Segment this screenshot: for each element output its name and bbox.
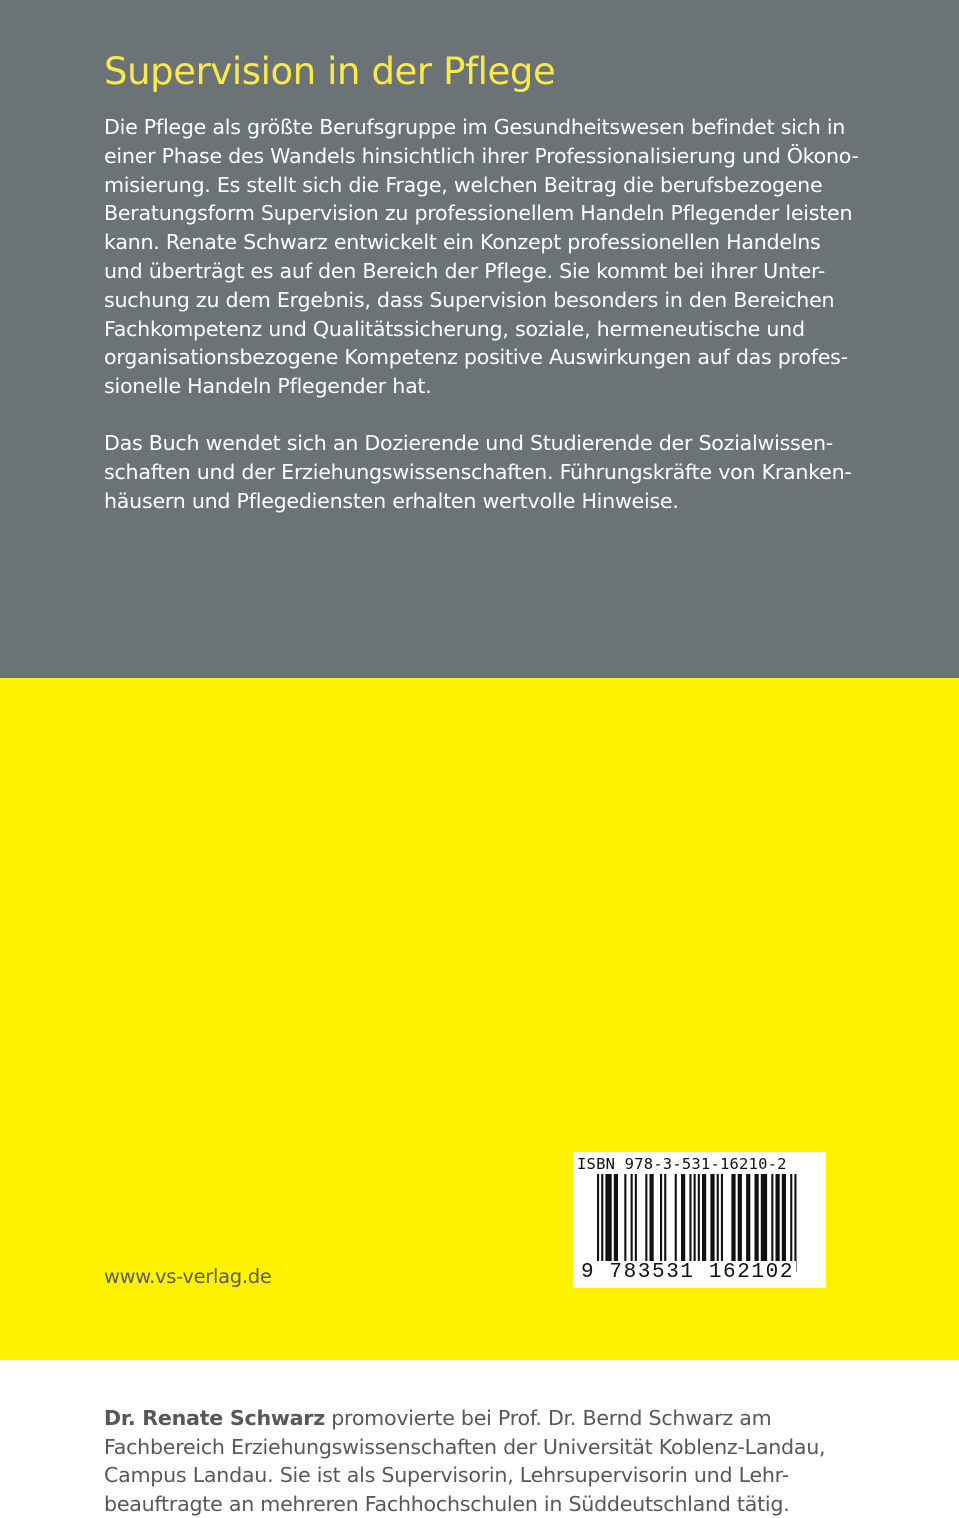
barcode-bar bbox=[755, 1174, 759, 1262]
barcode-bar bbox=[710, 1174, 714, 1262]
text-line bbox=[104, 1404, 825, 1433]
barcode-bar bbox=[597, 1174, 599, 1272]
barcode-bar bbox=[635, 1174, 637, 1262]
barcode-bar bbox=[631, 1174, 633, 1262]
text-line: häusern und Pflegediensten erhalten wertvolle Hinweise. bbox=[104, 488, 679, 513]
barcode-bar bbox=[782, 1174, 786, 1262]
text-line: Fachbereich Erziehungswissenschaften der Universität Koblenz-Landau, bbox=[104, 1434, 826, 1459]
text-line: organisationsbezogene Kompetenz positive Auswirkungen auf das profes- bbox=[104, 345, 848, 370]
author-name: Dr. Renate Schwarz bbox=[104, 1406, 325, 1430]
barcode-bar bbox=[614, 1174, 618, 1262]
barcode-bar bbox=[738, 1174, 742, 1262]
barcode-bar bbox=[601, 1174, 603, 1272]
barcode-bar bbox=[689, 1174, 691, 1262]
text-line: Beratungsform Supervision zu professionellem Handeln Pflegender leisten bbox=[104, 201, 853, 226]
text-line: beauftragte an mehreren Fachhochschulen in Süddeutschland tätig. bbox=[104, 1491, 790, 1516]
book-title: Supervision in der Pflege bbox=[104, 50, 556, 93]
bio-first-line-text: promovierte bei Prof. Dr. Bernd Schwarz am bbox=[324, 1406, 772, 1430]
barcode-bar bbox=[650, 1174, 654, 1262]
text-line: sionelle Handeln Pflegender hat. bbox=[104, 374, 432, 399]
text-line: suchung zu dem Ergebnis, dass Supervision besonders in den Bereichen bbox=[104, 287, 835, 312]
text-line: kann. Renate Schwarz entwickelt ein Konzept professionellen Handelns bbox=[104, 230, 821, 255]
barcode-bar bbox=[794, 1174, 796, 1272]
barcode-bar bbox=[645, 1174, 647, 1262]
barcode-bar bbox=[731, 1174, 735, 1262]
barcode-digits: 9 783531 162102 bbox=[581, 1261, 795, 1284]
publisher-website: www.vs-verlag.de bbox=[104, 1265, 272, 1288]
barcode-bar bbox=[698, 1174, 700, 1272]
description-paragraph-1 bbox=[104, 113, 859, 401]
barcode-bar bbox=[721, 1174, 723, 1262]
barcode-bar bbox=[761, 1174, 767, 1262]
barcode-bar bbox=[664, 1174, 666, 1262]
barcode-bar bbox=[681, 1174, 685, 1262]
description-section bbox=[0, 0, 959, 678]
barcode-bar bbox=[702, 1174, 706, 1262]
text-line: Fachkompetenz und Qualitätssicherung, soziale, hermeneutische und bbox=[104, 316, 805, 341]
author-bio bbox=[104, 1404, 825, 1518]
isbn-label: ISBN 978-3-531-16210-2 bbox=[577, 1155, 787, 1173]
text-line: Das Buch wendet sich an Dozierende und Studierende der Sozialwissen- bbox=[104, 431, 833, 455]
barcode-bar bbox=[771, 1174, 773, 1262]
text-line: einer Phase des Wandels hinsichtlich ihrer Professionalisierung und Ökono- bbox=[104, 143, 859, 168]
barcode-bar bbox=[605, 1174, 611, 1262]
text-line: und überträgt es auf den Bereich der Pflege. Sie kommt bei ihrer Unter- bbox=[104, 258, 826, 283]
barcode-bar bbox=[660, 1174, 662, 1262]
barcode-bar bbox=[694, 1174, 696, 1272]
barcode-bar bbox=[675, 1174, 677, 1262]
barcode-bar bbox=[776, 1174, 780, 1262]
text-line: schaften und der Erziehungswissenschaften. Führungskräfte von Kranken- bbox=[104, 459, 852, 484]
barcode-bar bbox=[746, 1174, 750, 1262]
barcode-bar bbox=[790, 1174, 792, 1272]
description-paragraph-2 bbox=[104, 429, 852, 515]
barcode-bar bbox=[717, 1174, 719, 1262]
text-line: misierung. Es stellt sich die Frage, welchen Beitrag die berufsbezogene bbox=[104, 172, 823, 197]
isbn-barcode bbox=[573, 1152, 826, 1288]
barcode-bar bbox=[624, 1174, 626, 1262]
text-line: Campus Landau. Sie ist als Supervisorin, Lehrsupervisorin und Lehr- bbox=[104, 1463, 789, 1488]
text-line: Die Pflege als größte Berufsgruppe im Gesundheitswesen befindet sich in bbox=[104, 115, 846, 139]
